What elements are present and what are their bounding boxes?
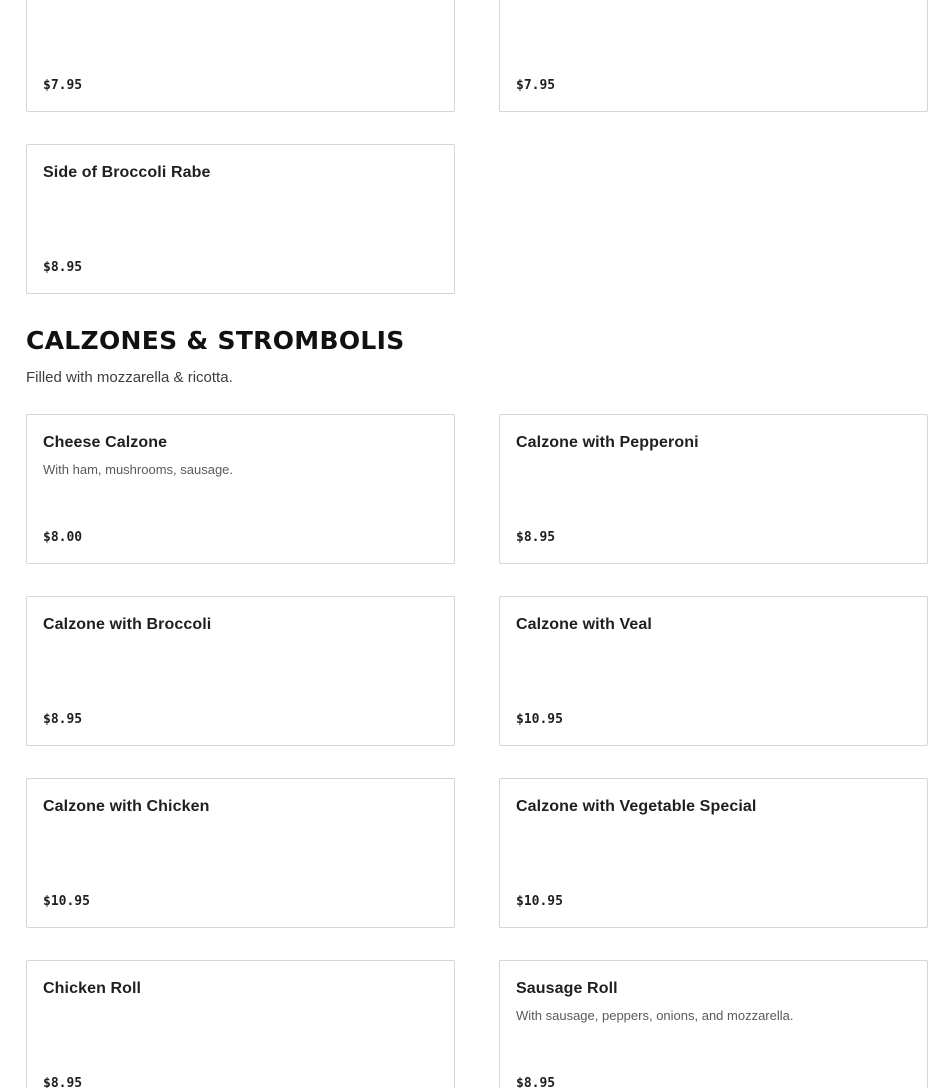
menu-item-price: $8.95 — [516, 1076, 556, 1088]
menu-item-description: With sausage, peppers, onions, and mozzarella. — [516, 1008, 794, 1023]
menu-item-name: Sausage Roll — [516, 980, 618, 997]
menu-item-name: Calzone with Vegetable Special — [516, 798, 757, 815]
menu-item-description: With ham, mushrooms, sausage. — [43, 462, 234, 477]
menu-item-card[interactable] — [499, 778, 928, 928]
menu-item-price: $10.95 — [516, 894, 563, 909]
menu-item-card[interactable] — [26, 414, 455, 564]
menu-item-name: Chicken Roll — [43, 980, 142, 997]
menu-item-name: Cheese Calzone — [43, 434, 168, 451]
menu-item-card[interactable] — [26, 144, 455, 294]
menu-item-card[interactable] — [26, 778, 455, 928]
menu-item-card[interactable] — [499, 960, 928, 1088]
menu-item-price: $10.95 — [43, 894, 90, 909]
menu-item-price: $8.95 — [43, 1076, 83, 1088]
menu-item-card[interactable] — [26, 0, 455, 112]
menu-item-price: $8.95 — [516, 530, 556, 545]
menu-item-price: $8.95 — [43, 712, 83, 727]
menu-item-price: $8.00 — [43, 530, 83, 545]
menu-item-name: Calzone with Veal — [516, 616, 652, 633]
menu-item-card[interactable] — [26, 960, 455, 1088]
menu-item-name: Calzone with Chicken — [43, 798, 210, 815]
menu-item-card[interactable] — [499, 0, 928, 112]
menu-item-price: $8.95 — [43, 260, 83, 275]
menu-item-card[interactable] — [26, 596, 455, 746]
section-title: CALZONES & STROMBOLIS — [26, 326, 405, 355]
menu-item-name: Calzone with Broccoli — [43, 616, 212, 633]
menu-item-name: Side of Broccoli Rabe — [43, 164, 211, 181]
menu-item-price: $7.95 — [43, 78, 83, 93]
menu-item-name: Calzone with Pepperoni — [516, 434, 699, 451]
menu-item-card[interactable] — [499, 596, 928, 746]
menu-item-price: $10.95 — [516, 712, 563, 727]
menu-item-card[interactable] — [499, 414, 928, 564]
section-subtitle: Filled with mozzarella & ricotta. — [26, 369, 233, 386]
menu-item-price: $7.95 — [516, 78, 556, 93]
